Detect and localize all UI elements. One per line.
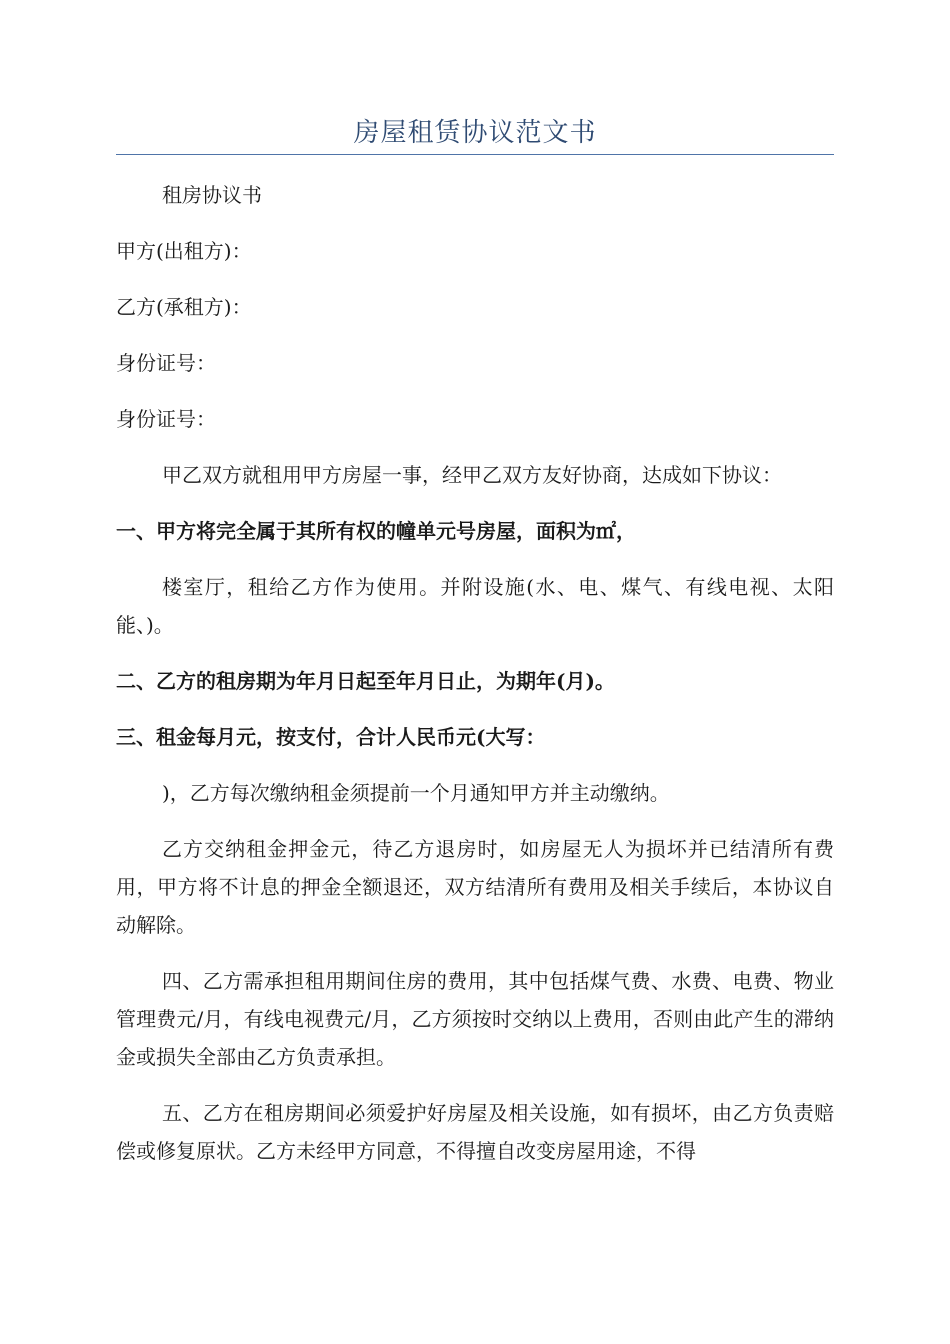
clause-3-detail: )，乙方每次缴纳租金须提前一个月通知甲方并主动缴纳。 — [162, 781, 670, 805]
clause-1: 一、甲方将完全属于其所有权的幢单元号房屋，面积为㎡， — [116, 519, 636, 543]
clause-1-detail: 楼室厅，租给乙方作为使用。并附设施(水、电、煤气、有线电视、太阳能、)。 — [116, 575, 834, 637]
heading-rental-agreement: 租房协议书 — [162, 183, 262, 207]
deposit-paragraph: 乙方交纳租金押金元，待乙方退房时，如房屋无人为损坏并已结清所有费用，甲方将不计息的押金全额退还，双方结清所有费用及相关手续后，本协议自动解除。 — [116, 837, 834, 937]
party-a-line: 甲方(出租方)： — [116, 239, 252, 263]
clause-3: 三、租金每月元，按支付，合计人民币元(大写： — [116, 725, 546, 749]
id-number-line-b: 身份证号： — [116, 407, 216, 431]
clause-4: 四、乙方需承担租用期间住房的费用，其中包括煤气费、水费、电费、物业管理费元/月，有线电视费元/月，乙方须按时交纳以上费用，否则由此产生的滞纳金或损失全部由乙方负责承担。 — [116, 969, 834, 1069]
id-number-line-a: 身份证号： — [116, 351, 216, 375]
document-body — [116, 176, 834, 1188]
intro-paragraph: 甲乙双方就租用甲方房屋一事，经甲乙双方友好协商，达成如下协议： — [162, 463, 782, 487]
clause-2: 二、乙方的租房期为年月日起至年月日止，为期年(月)。 — [116, 669, 615, 693]
title-underline — [116, 154, 834, 155]
party-b-line: 乙方(承租方)： — [116, 295, 252, 319]
document-title: 房屋租赁协议范文书 — [353, 118, 597, 148]
clause-5: 五、乙方在租房期间必须爱护好房屋及相关设施，如有损坏，由乙方负责赔偿或修复原状。乙方未经甲方同意，不得擅自改变房屋用途，不得 — [116, 1101, 834, 1163]
